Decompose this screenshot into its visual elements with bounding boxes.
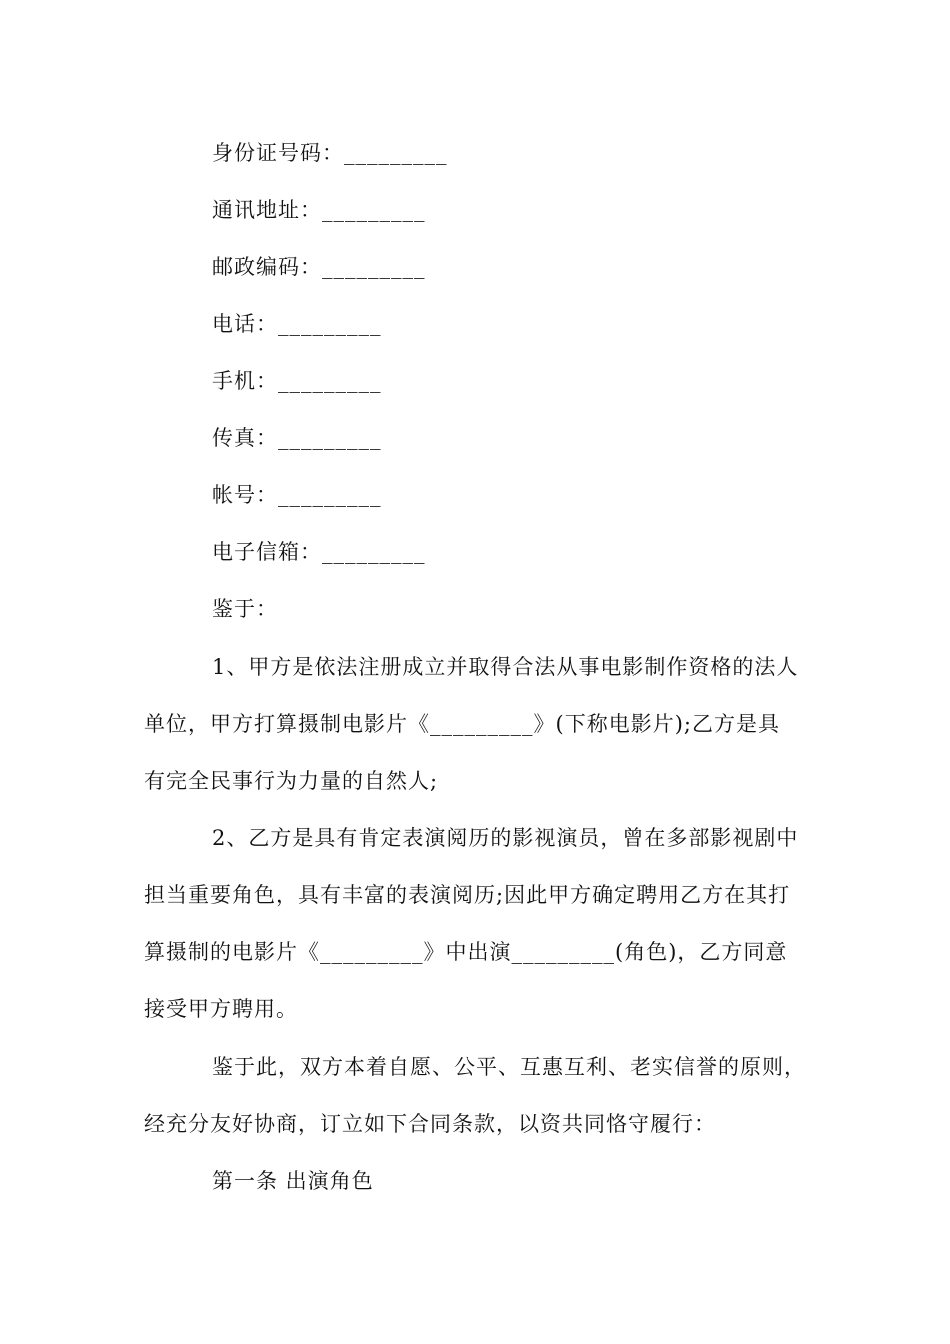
id-number-field: 身份证号码：_________ (212, 141, 448, 165)
account-field: 帐号：_________ (212, 483, 382, 507)
address-field: 通讯地址：_________ (212, 198, 426, 222)
paragraph-2-line-1: 2、乙方是具有肯定表演阅历的影视演员，曾在多部影视剧中 (212, 826, 799, 850)
postal-code-field: 邮政编码：_________ (212, 255, 426, 279)
paragraph-1-line-1: 1、甲方是依法注册成立并取得合法从事电影制作资格的法人 (212, 655, 799, 679)
email-field: 电子信箱：_________ (212, 540, 426, 564)
fax-field: 传真：_________ (212, 426, 382, 450)
paragraph-2-line-4: 接受甲方聘用。 (144, 997, 298, 1021)
whereas-heading: 鉴于： (212, 597, 278, 621)
paragraph-3-line-1: 鉴于此，双方本着自愿、公平、互惠互利、老实信誉的原则， (212, 1055, 806, 1079)
mobile-field: 手机：_________ (212, 369, 382, 393)
article-1-heading: 第一条 出演角色 (212, 1169, 374, 1193)
paragraph-1-line-2: 单位，甲方打算摄制电影片《_________》(下称电影片);乙方是具 (144, 712, 780, 736)
paragraph-1-line-3: 有完全民事行为力量的自然人; (144, 769, 439, 793)
paragraph-2-line-2: 担当重要角色，具有丰富的表演阅历;因此甲方确定聘用乙方在其打 (144, 883, 791, 907)
paragraph-3-line-2: 经充分友好协商，订立如下合同条款，以资共同恪守履行： (144, 1112, 716, 1136)
paragraph-2-line-3: 算摄制的电影片《_________》中出演_________(角色)，乙方同意 (144, 940, 788, 964)
phone-field: 电话：_________ (212, 312, 382, 336)
